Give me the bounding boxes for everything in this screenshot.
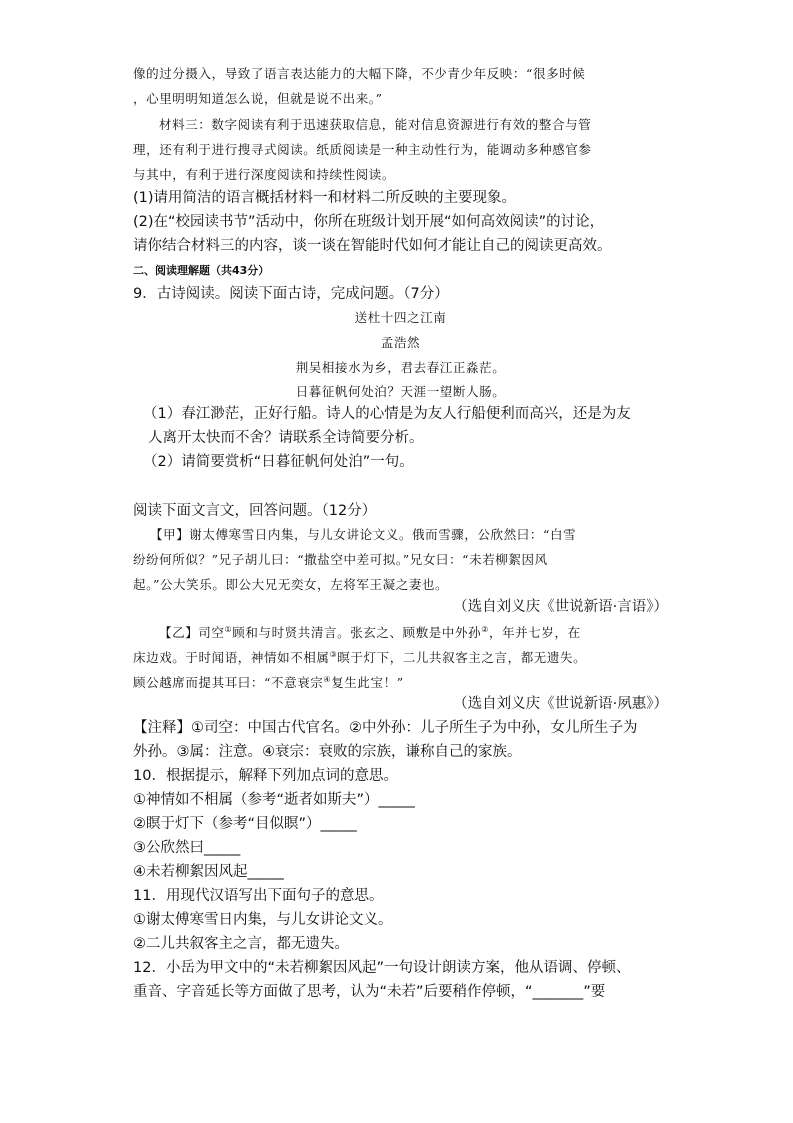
q11-item1: ①谢太傅寒雪日内集，与儿女讲论文义。 xyxy=(133,912,393,928)
note-mark-3: ③ xyxy=(329,650,338,659)
material3-line1: 材料三：数字阅读有利于迅速获取信息，能对信息资源进行有效的整合与管 xyxy=(159,117,592,132)
q10-item2: ②瞑于灯下（参考“目似瞑”）_____ xyxy=(133,816,357,832)
classical-intro: 阅读下面文言文，回答问题。（12分） xyxy=(133,503,377,519)
q11-stem: 11．用现代汉语写出下面句子的意思。 xyxy=(133,888,384,904)
q8-sub1: (1)请用简洁的语言概括材料一和材料二所反映的主要现象。 xyxy=(133,190,517,206)
poem-line2: 日暮征帆何处泊？天涯一望断人肠。 xyxy=(295,384,506,399)
jia-line3: 起。”公大笑乐。即公大兄无奕女，左将军王凝之妻也。 xyxy=(133,577,449,592)
poem-author: 孟浩然 xyxy=(380,335,421,350)
q12-line2: 重音、字音延长等方面做了思考，认为“未若”后要稍作停顿，“_______”要 xyxy=(133,984,606,1000)
q10-item3: ③公欣然曰_____ xyxy=(133,840,241,856)
note-mark-1: ① xyxy=(224,625,233,634)
yi-source: （选自刘义庆《世说新语·夙惠》） xyxy=(453,696,668,712)
poem-title: 送杜十四之江南 xyxy=(354,310,447,325)
jia-source: （选自刘义庆《世说新语·言语》） xyxy=(453,599,668,615)
q12-line1: 12．小岳为甲文中的“未若柳絮因风起”一句设计朗读方案，他从语调、停顿、 xyxy=(133,960,631,976)
q10-stem: 10．根据提示，解释下列加点词的意思。 xyxy=(133,768,398,784)
yi-line1: 【乙】司空①顾和与时贤共清言。张玄之、顾敷是中外孙②，年并七岁，在 xyxy=(159,625,581,641)
note-mark-4: ④ xyxy=(323,675,332,684)
annotation-line2: 外孙。③属：注意。④衰宗：衰败的宗族，谦称自己的家族。 xyxy=(133,744,522,760)
yi-line3: 顾公越席而提其耳曰：“不意衰宗④复生此宝！” xyxy=(133,675,404,691)
q9-sub1-line1: （1）春江渺茫，正好行船。诗人的心情是为友人行船便利而高兴，还是为友 xyxy=(143,406,631,422)
jia-line2: 纷纷何所似？”兄子胡儿曰：“撒盐空中差可拟。”兄女曰：“未若柳絮因风 xyxy=(133,552,548,567)
poem-line1: 荆吴相接水为乡，君去春江正淼茫。 xyxy=(295,360,506,375)
q10-item4: ④未若柳絮因风起_____ xyxy=(133,864,284,880)
note-mark-2: ② xyxy=(481,625,489,634)
material3-line3: 与其中，有利于进行深度阅读和持续性阅读。 xyxy=(133,167,396,182)
annotation-line1: 【注释】①司空：中国古代官名。②中外孙：儿子所生子为中孙，女儿所生子为 xyxy=(133,720,638,736)
q9-sub2: （2）请简要赏析“日暮征帆何处泊”一句。 xyxy=(143,454,414,470)
section2-heading: 二、阅读理解题（共43分） xyxy=(133,264,270,277)
q10-item1: ①神情如不相属（参考“逝者如斯夫”）_____ xyxy=(133,792,415,808)
q9-stem: 9．古诗阅读。阅读下面古诗，完成问题。（7分） xyxy=(133,286,449,302)
jia-line1: 【甲】谢太傅寒雪日内集，与儿女讲论文义。俄而雪骤，公欣然曰：“白雪 xyxy=(150,527,577,542)
yi-line2: 床边戏。于时闻语，神情如不相属③暝于灯下，二儿共叙客主之言，都无遗失。 xyxy=(133,650,587,666)
q9-sub1-line2: 人离开太快而不舍？请联系全诗简要分析。 xyxy=(148,430,424,446)
q8-sub2-line1: (2)在“校园读书节”活动中，你所在班级计划开展“如何高效阅读”的讨论， xyxy=(133,214,605,230)
q8-sub2-line2: 请你结合材料三的内容，谈一谈在智能时代如何才能让自己的阅读更高效。 xyxy=(133,238,612,254)
material2-line1: 像的过分摄入，导致了语言表达能力的大幅下降，不少青少年反映：“很多时候 xyxy=(133,66,586,81)
material2-line2: ，心里明明知道怎么说，但就是说不出来。” xyxy=(133,91,383,106)
material3-line2: 理，还有利于进行搜寻式阅读。纸质阅读是一种主动性行为，能调动多种感官参 xyxy=(133,142,592,157)
q11-item2: ②二儿共叙客主之言，都无遗失。 xyxy=(133,936,349,952)
